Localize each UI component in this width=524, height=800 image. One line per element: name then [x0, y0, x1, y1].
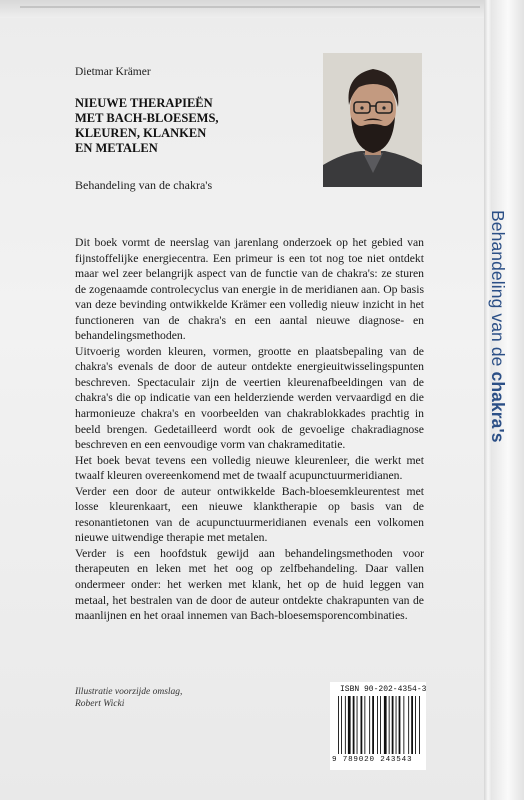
spine-title-bold: chakra's — [488, 371, 508, 443]
barcode-bar — [392, 696, 394, 754]
barcode-bar — [348, 696, 351, 754]
barcode-bar — [377, 696, 378, 754]
barcode-bar — [353, 696, 355, 754]
barcode-bar — [403, 696, 404, 754]
author-photo — [323, 53, 422, 187]
barcode-image — [338, 696, 420, 754]
barcode-bar — [408, 696, 409, 754]
author-portrait-image — [323, 53, 422, 187]
barcode-bar — [419, 696, 420, 754]
blurb — [75, 235, 424, 624]
isbn-label: ISBN 90-202-4354-3 — [340, 685, 427, 694]
barcode-bar — [396, 696, 397, 754]
title-line: MET BACH-BLOESEMS, — [75, 111, 219, 125]
barcode-bar — [361, 696, 363, 754]
barcode-bar — [372, 696, 374, 754]
spine-title-regular: Behandeling van de — [488, 210, 508, 372]
cover-top-line — [20, 6, 480, 8]
book-subtitle: Behandeling van de chakra's — [75, 178, 213, 192]
barcode-bar — [338, 696, 339, 754]
barcode-bar — [364, 696, 365, 754]
barcode-box — [330, 682, 426, 770]
barcode-bar — [345, 696, 346, 754]
credit-line: Illustratie voorzijde omslag, — [75, 687, 183, 697]
barcode-bar — [415, 696, 416, 754]
barcode-bar — [411, 696, 413, 754]
barcode-bar — [357, 696, 358, 754]
barcode-bar — [389, 696, 390, 754]
barcode-bar — [380, 696, 381, 754]
cover-top-edge — [0, 0, 484, 18]
blurb-paragraph: Dit boek vormt de neerslag van jarenlang onderzoek op het gebied van fijnstoffelijke energiecentra. Een primeur is een tot nog toe niet ontdekt maar wel zeer belangrijk aspect van de functie van de chakra's: ze sturen de zogenaamde controlecyclus van energie in de meridianen aan. Op basis van deze bevinding ontwikkelde Krämer een volledig nieuw inzicht in het functioneren van de chakra's en een aantal nieuwe diagnose- en behandelingsmethoden. — [75, 236, 424, 343]
credit-line: Robert Wicki — [75, 699, 125, 709]
ean-number: 9 789020 243543 — [332, 756, 413, 764]
barcode-bar — [399, 696, 401, 754]
blurb-paragraph: Verder is een hoofdstuk gewijd aan behandelingsmethoden voor therapeuten en leken met het oog op zelfbehandeling. Daar vallen ondermeer onder: het werken met klank, het op de huid leggen van metaal, het bestralen van de door de auteur ontdekte chakrapunten van de maanlijnen en het oraal innemen van Bach-bloesemsporencombinaties. — [75, 546, 424, 623]
barcode-bar — [369, 696, 370, 754]
illustration-credit — [75, 686, 182, 710]
blurb-paragraph: Uitvoerig worden kleuren, vormen, grootte en plaatsbepaling van de chakra's evenals de door de auteur ontdekte energieuitwisselingspunten beschreven. Spectaculair zijn de veertien kleurenafbeeldingen van de chakra's die op indicatie van een helderziende werden vervaardigd en die harmonieuze chakra's en voorbeelden van chakrablokkades prachtig in beeld brengen. Gedetailleerd wordt ook de gevoelige chakradiagnose beschreven en een eenvoudige vorm van chakrameditatie. — [75, 344, 424, 452]
title-line: NIEUWE THERAPIEËN — [75, 96, 213, 110]
book-title — [75, 96, 219, 156]
author-name: Dietmar Krämer — [75, 66, 151, 78]
blurb-paragraph: Verder een door de auteur ontwikkelde Bach-bloesemkleurentest met losse kleurenkaart, een nieuwe klanktherapie op basis van de resonantietonen van de acupunctuurmeridianen evenals een volkomen nieuwe uitwendige therapie met metalen. — [75, 484, 424, 545]
barcode-bar — [384, 696, 387, 754]
title-line: EN METALEN — [75, 141, 158, 155]
spine-title — [487, 210, 508, 443]
title-line: KLEUREN, KLANKEN — [75, 126, 207, 140]
blurb-paragraph: Het boek bevat tevens een volledig nieuwe kleurenleer, die werkt met twaalf kleuren overeenkomend met de twaalf acupunctuurmeridianen. — [75, 453, 424, 483]
barcode-bar — [341, 696, 342, 754]
